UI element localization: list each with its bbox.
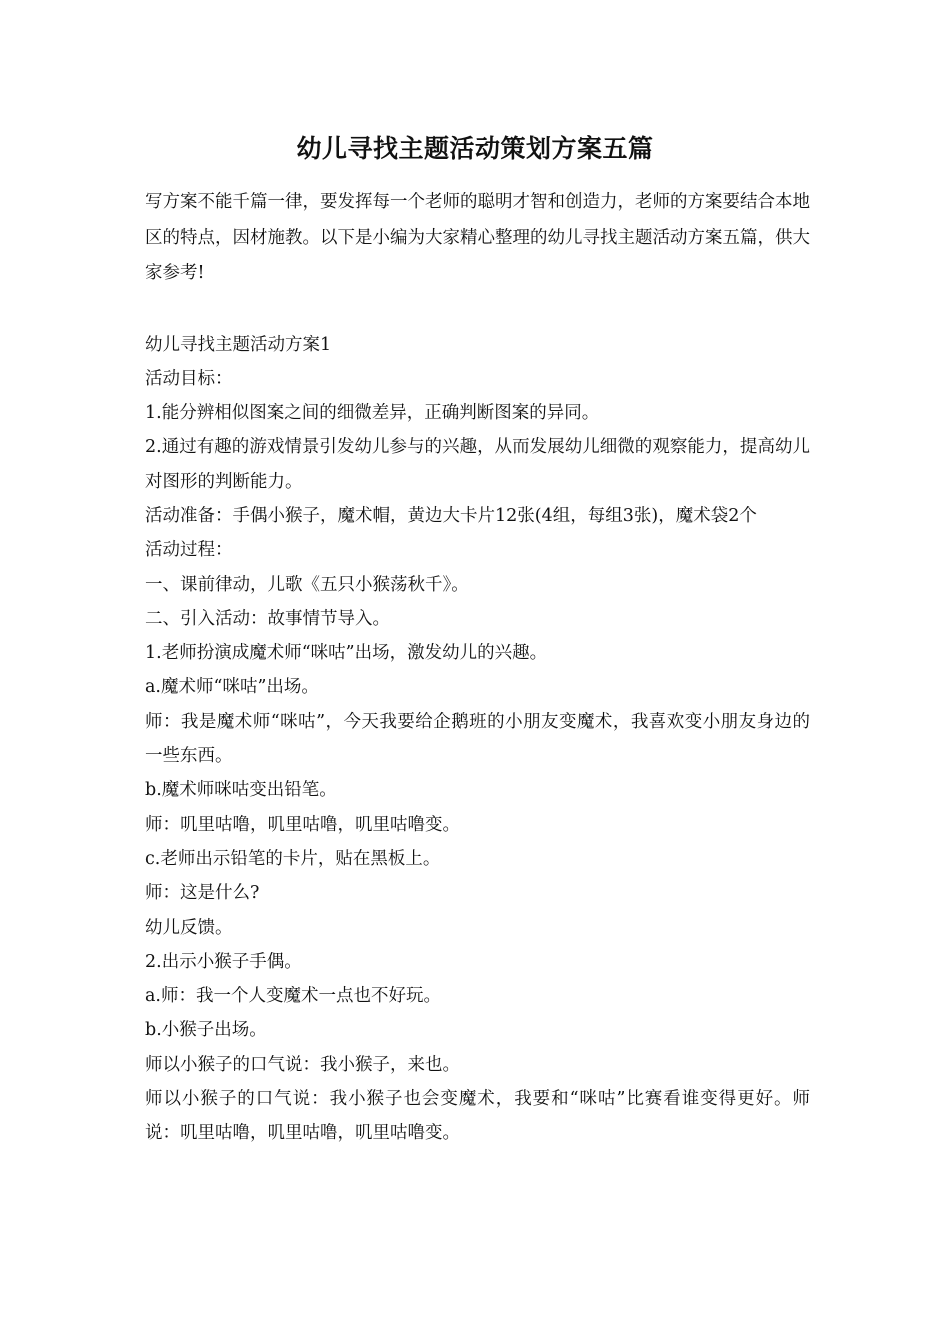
section-heading: 幼儿寻找主题活动方案1	[145, 334, 332, 355]
paragraph: 师以小猴子的口气说：我小猴子，来也。	[145, 1054, 460, 1075]
paragraph: 一、课前律动，儿歌《五只小猴荡秋千》。	[145, 574, 469, 595]
paragraph: 活动准备：手偶小猴子，魔术帽，黄边大卡片12张(4组，每组3张)，魔术袋2个	[145, 505, 757, 526]
paragraph: 2.通过有趣的游戏情景引发幼儿参与的兴趣，从而发展幼儿细微的观察能力，提高幼儿对图形的判断能力。	[145, 437, 810, 492]
paragraph: 师以小猴子的口气说：我小猴子也会变魔术，我要和“咪咕”比赛看谁变得更好。师说：叽里咕噜，叽里咕噜，叽里咕噜变。	[145, 1089, 810, 1144]
paragraph: 师：叽里咕噜，叽里咕噜，叽里咕噜变。	[145, 814, 460, 835]
paragraph: 活动目标：	[145, 368, 233, 389]
paragraph: 1.老师扮演成魔术师“咪咕”出场，激发幼儿的兴趣。	[145, 643, 548, 664]
paragraph: a.师：我一个人变魔术一点也不好玩。	[145, 986, 441, 1007]
paragraph: 2.出示小猴子手偶。	[145, 951, 302, 972]
document-body	[145, 185, 810, 1151]
paragraph: 活动过程：	[145, 540, 233, 561]
paragraph: a.魔术师“咪咕”出场。	[145, 677, 319, 698]
paragraph: b.小猴子出场。	[145, 1020, 267, 1041]
paragraph: 幼儿反馈。	[145, 917, 233, 938]
document-title: 幼儿寻找主题活动策划方案五篇	[296, 134, 654, 163]
paragraph: 1.能分辨相似图案之间的细微差异，正确判断图案的异同。	[145, 403, 600, 424]
paragraph: b.魔术师咪咕变出铅笔。	[145, 780, 337, 801]
paragraph: 师：这是什么?	[145, 883, 260, 904]
paragraph: c.老师出示铅笔的卡片，贴在黑板上。	[145, 848, 441, 869]
paragraph: 师：我是魔术师“咪咕”，今天我要给企鹅班的小朋友变魔术，我喜欢变小朋友身边的一些东西。	[145, 711, 810, 767]
paragraph-spacer	[145, 292, 810, 328]
paragraph: 二、引入活动：故事情节导入。	[145, 608, 390, 629]
intro-paragraph: 写方案不能千篇一律，要发挥每一个老师的聪明才智和创造力，老师的方案要结合本地区的特点，因材施教。以下是小编为大家精心整理的幼儿寻找主题活动方案五篇，供大家参考!	[145, 192, 810, 283]
